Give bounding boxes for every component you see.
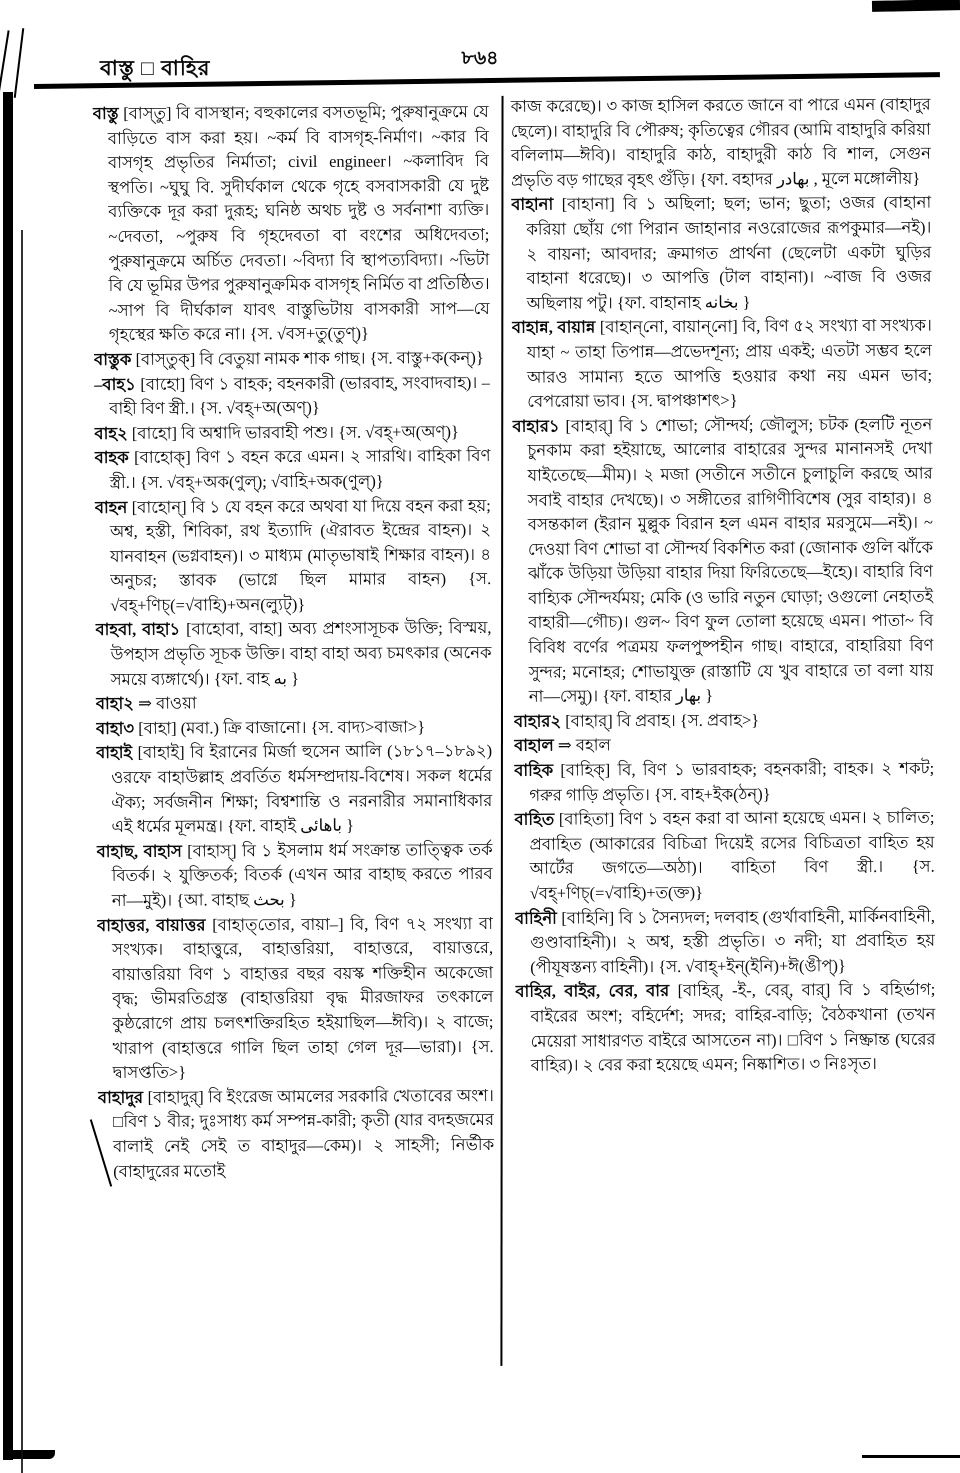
dictionary-entry: বাহ২ [বাহো] বি অশ্বাদি ভারবাহী পশু। {স. √বহ্+অ(অণ্)} — [94, 421, 459, 443]
dictionary-entry: বাহন [বাহোন্] বি ১ যে বহন করে অথবা যা দিয়ে বহন করা হয়; অশ্ব, হস্তী, শিবিকা, রথ ইত্যাদি (ঐরাবত ইন্দ্রের বাহন)। ২ যানবাহন (ভগ্নবাহন)। ৩ মাধ্যম (মাতৃভাষাই শিক্ষার বাহন)। ৪ অনুচর; স্তাবক (ভাগ্নে ছিল মামার বাহন) {স. √বহ্+ণিচ্(=√বাহি)+অন(ল্যুট্)} — [94, 495, 492, 615]
dictionary-entry: বাহক [বাহোক্] বিণ ১ বহন করে এমন। ২ সারথি। বাহিকা বিণ স্ত্রী.। {স. √বহ্+অক(ণুল্); √বাহি+অক(ণুল্)} — [94, 446, 491, 492]
dictionary-entry: বাহাই [বাহাই] বি ইরানের মির্জা হুসেন আলি (১৮১৭–১৮৯২) ওরফে বাহাউল্লাহ প্রবর্তিত ধর্মসম্প্রদায়-বিশেষ। সকল ধর্মের ঐক্য; সর্বজনীন শিক্ষা; বিশ্বশান্তি ও নরনারীর সমানাধিকার এই ধর্মের মূলমন্ত্র। {ফা. বাহাই باهائى } — [96, 741, 493, 837]
headword: বাহাল — [513, 736, 558, 756]
dictionary-entry: বাহিত [বাহিতা] বিণ ১ বহন করা বা আনা হয়েছে এমন। ২ চালিত; প্রবাহিত (আকারের বিচিত্রা দিয়েই রসের বিচিত্রতা বাহিত হয় আর্টের জগতে—অঠা)। বাহিতা বিণ স্ত্রী.। {স. √বহ্+ণিচ্(=√বাহি)+ত(ক্ত)} — [514, 807, 935, 903]
headword: বাহিক — [514, 760, 561, 780]
headword: বাহাত্তর, বায়াত্তর — [96, 914, 213, 935]
headword: বাহাই — [96, 743, 138, 763]
headword: বাহানা — [511, 194, 562, 215]
headword: বাহাদুর — [97, 1087, 148, 1107]
dictionary-entry: বাহাত্তর, বায়াত্তর [বাহাত্‌তোর, বায়া–] বি, বিণ ৭২ সংখ্যা বা সংখ্যক। বাহাত্তুরে, বাহাত্তরিয়া, বাহাত্তরে, বায়াত্তরে, বায়াত্তরিয়া বিণ ১ বাহাত্তর বছর বয়স্ক শক্তিহীন অকেজো বৃদ্ধ; ভীমরতিগ্রস্ত (বাহাত্তরিয়া বৃদ্ধ মীরজাফর তৎকালে কুষ্ঠরোগে প্রায় চলৎশক্তিরহিত হইয়াছিল—ঈবি)। ২ বাজে; খারাপ (বাহাত্তরে গালি ছিল তাহা গেল দূর—ভারা)। {স. দ্বাসপ্ততি>} — [96, 913, 494, 1083]
page-number: ৮৬৪ — [461, 48, 499, 69]
headword: বাহ২ — [94, 423, 132, 443]
headword: বাহা২ — [95, 694, 139, 714]
dictionary-entry: বাহবা, বাহা১ [বাহোবা, বাহা] অব্য প্রশংসাসূচক উক্তি; বিস্ময়, উপহাস প্রভৃতি সূচক উক্তি। বাহা বাহা অব্য চমৎকার (অনেক সময়ে ব্যঙ্গার্থে)। {ফা. বাহ به } — [95, 618, 492, 689]
dictionary-entry: বাহার১ [বাহার্] বি ১ শোভা; সৌন্দর্য; জৌলুস; চটক (হলটি নূতন চুনকাম করা হইয়াছে, আলোর বাহারের সুন্দর মানানসই দেখা যাইতেছে—মীম)। ২ মজা (সতীনে সতীনে চুলাচুলি করছে আর সবাই বাহার দেখছে)। ৩ সঙ্গীতের রাগিণীবিশেষ (সুর বাহার)। ৪ বসন্তকাল (ইরান মুল্লুক বিরান হল এমন বাহার মরসুমে—নই)। ~ দেওয়া বিণ শোভা বা সৌন্দর্য বিকশিত করা (জোনাক গুলি ঝাঁকে ঝাঁকে উড়িয়া উড়িয়া বাহার দিয়া ফিরিতেছে—ইহে)। বাহারি বিণ বাহ্যিক সৌন্দর্যময়; মেকি (ও ভারি নতুন ঘোড়া; ওগুলো নেহাতই বাহারী—গৌচ)। গুল~ বিণ ফুল তোলা হয়েছে এমন। পাতা~ বি বিবিধ বর্ণের পত্রময় ফলপুষ্পহীন গাছ। বাহারে, বাহারিয়া বিণ সুন্দর; মনোহর; শোভাযুক্ত (রাস্তাটি যে খুব বাহারে তা বলা যায় না—সেমু)। {ফা. বাহার بهار } — [512, 414, 934, 706]
dictionary-entry: বাহানা [বাহানা] বি ১ অছিলা; ছল; ভান; ছুতা; ওজর (বাহানা করিয়া ছোঁয় গো পিরান জাহানার নওরোজের রূপকুমার—নই)। ২ বায়না; আবদার; ক্রমাগত প্রার্থনা (ছেলেটা একটা ঘুড়ির বাহানা ধরেছে)। ৩ আপত্তি (টাল বাহানা)। ~বাজ বি ওজর অছিলায় পটু। {ফা. বাহানাহ بخانه } — [511, 193, 932, 313]
headword: বাহান্ন, বায়ান্ন — [511, 317, 600, 338]
dictionary-entry: বাহির, বাইর, বের, বার [বাহির্, -ই-, বের্, বার্] বি ১ বহির্ভাগ; বাইরের অংশ; বহির্দেশ; সদর; বাহির-বাড়ি; বৈঠকখানা (তখন মেয়েরা সাধারণত বাইরে আসতেন না)। □বিণ ১ নিষ্ক্রান্ত (ঘরের বাহির)। ২ বের করা হয়েছে এমন; নিষ্কাশিত। ৩ নিঃসৃত। — [515, 979, 936, 1075]
headword: বাহার১ — [512, 416, 566, 436]
dictionary-entry: বাহিক [বাহিক্] বি, বিণ ১ ভারবাহক; বহনকারী; বাহক। ২ শকট; গরুর গাড়ি প্রভৃতি। {স. বাহ+ইক(ঠন্)} — [514, 758, 935, 805]
column-divider — [500, 96, 503, 1366]
headword: বাস্তু — [92, 103, 124, 124]
dictionary-entry: বাস্তু [বাস্‌তু] বি বাসস্থান; বহুকালের বসতভূমি; পুরুষানুক্রমে যে বাড়িতে বাস করা হয়। ~কর্ম বি বাসগৃহ-নির্মাণ। ~কার বি বাসগৃহ প্রভৃতির নির্মাতা; civil engineer। ~কলাবিদ বি স্থপতি। ~ঘুঘু বি. সুদীর্ঘকাল থেকে গৃহে বসবাসকারী যে দুষ্ট ব্যক্তিকে দূর করা দুরূহ; ঘনিষ্ঠ অথচ দুষ্ট ও সর্বনাশা ব্যক্তি। ~দেবতা, ~পুরুষ বি গৃহদেবতা বা বংশের অধিদেবতা; পুরুষানুক্রমে অর্চিত দেবতা। ~বিদ্যা বি স্থাপত্যবিদ্যা। ~ভিটা বি যে ভূমির উপর পুরুষানুক্রমিক বাসগৃহ নির্মিত বা প্রতিষ্ঠিত। ~সাপ বি দীর্ঘকাল যাবৎ বাস্তুভিটায় বাসকারী সাপ—যে গৃহস্থের ক্ষতি করে না। {স. √বস+তু(তুণ্)} — [92, 101, 490, 345]
headword: বাহার২ — [513, 711, 566, 731]
headword: বাহবা, বাহা১ — [95, 620, 187, 640]
headword: বাহন — [94, 497, 132, 517]
dictionary-entry: বাহার২ [বাহার্] বি প্রবাহ। {স. প্রবাহ>} — [513, 710, 760, 731]
guide-word: বাস্তু □ বাহির — [100, 56, 211, 80]
dictionary-entry: বাহা২ ⇒ বাওয়া — [95, 693, 197, 714]
left-column — [93, 100, 496, 1374]
dictionary-entry: বাহান্ন, বায়ান্ন [বাহান্‌নো, বায়ান্‌নো] বি, বিণ ৫২ সংখ্যা বা সংখ্যক। যাহা ~ তাহা তিপান্ন—প্রভেদশূন্য; প্রায় একই; এতটা সম্ভব হলে আরও সামান্য হতে আপত্তি হওয়ার কথা নয় এমন ভাব; বেপরোয়া ভাব। {স. দ্বাপঞ্চাশৎ>} — [511, 315, 933, 411]
headword: বাহাছ, বাহাস — [96, 841, 188, 861]
headword: –বাহ১ — [94, 374, 141, 394]
headword: বাহা৩ — [95, 718, 139, 738]
headword: বাহিত — [514, 809, 559, 830]
headword: বাহক — [94, 448, 135, 468]
dictionary-entry-continuation: কাজ করেছে)। ৩ কাজ হাসিল করতে জানে বা পারে এমন (বাহাদুর ছেলে)। বাহাদুরি বি পৌরুষ; কৃতিত্বের গৌরব (আমি বাহাদুরি করিয়া বলিলাম—ঈবি)। বাহাদুরি কাঠ, বাহাদুরী কাঠ বি শাল, সেগুন প্রভৃতি বড় গাছের বৃহৎ গুঁড়ি। {ফা. বহাদর بهادر , মূলে মঙ্গোলীয়} — [510, 94, 932, 190]
headword: বাহিনী — [514, 908, 562, 928]
dictionary-entry: বাহাদুর [বাহাদুর্] বি ইংরেজ আমলের সরকারি খেতাবের অংশ। □বিণ ১ বীর; দুঃসাধ্য কর্ম সম্পন্ন-কারী; কৃতী (যার বদহজমের বালাই নেই সেই ত বাহাদুর—কেম)। ২ সাহসী; নির্ভীক (বাহাদুরের মতোই — [97, 1085, 495, 1181]
right-column — [511, 93, 938, 1385]
dictionary-entry: –বাহ১ [বাহো] বিণ ১ বাহক; বহনকারী (ভারবাহ, সংবাদবাহ)। –বাহী বিণ স্ত্রী.। {স. √বহ্+অ(অণ্)} — [94, 372, 491, 419]
headword: বাস্তুক — [93, 349, 136, 369]
dictionary-entry: বাস্তুক [বাস্‌তুক্] বি বেতুয়া নামক শাক গাছ। {স. বাস্তু+ক(কন্)} — [93, 347, 484, 369]
dictionary-entry: বাহাল ⇒ বহাল — [513, 735, 611, 756]
dictionary-entry: বাহা৩ [বাহা] (মবা.) ক্রি বাজানো। {স. বাদ্য>বাজা>} — [95, 717, 426, 738]
dictionary-entry: বাহাছ, বাহাস [বাহাস্] বি ১ ইসলাম ধর্ম সংক্রান্ত তাত্ত্বিক তর্ক বিতর্ক। ২ যুক্তিতর্ক; বিতর্ক (এখন আর বাহাছ করতে পারব না—মুই)। {আ. বাহাছ بحث } — [96, 839, 493, 910]
dictionary-entry: বাহিনী [বাহিনি] বি ১ সৈন্যদল; দলবাহ (গুর্খাবাহিনী, মার্কিনবাহিনী, গুণ্ডাবাহিনী)। ২ অশ্ব, হস্তী প্রভৃতি। ৩ নদী; যা প্রবাহিত হয় (পীযূষস্তন্য বাহিনী)। {স. √বাহ্+ইন্(ইনি)+ঈ(ঙীপ্)} — [514, 906, 936, 977]
headword: বাহির, বাইর, বের, বার — [515, 981, 678, 1002]
